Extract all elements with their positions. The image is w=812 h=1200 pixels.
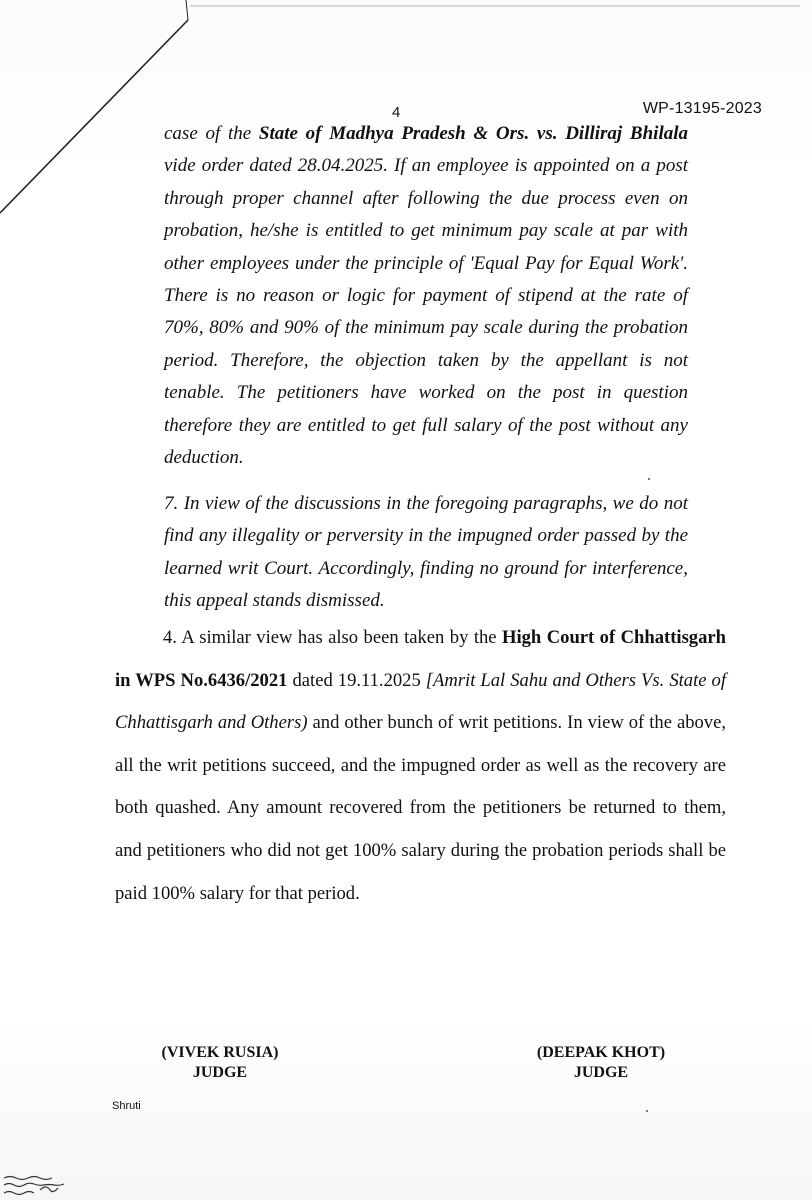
signature-block-left <box>150 1043 290 1083</box>
quote-text: 7. In view of the discussions in the foregoing paragraphs, we do not find any illegality or perversity in the impugned order passed by the learned writ Court. Accordingly, finding no ground for interference, this appeal stands dismissed. <box>164 493 688 612</box>
case-citation: State of Madhya Pradesh & Ors. vs. Dilliraj Bhilala <box>258 123 688 144</box>
judge-name: (VIVEK RUSIA) <box>161 1044 279 1061</box>
judge-title: JUDGE <box>573 1064 629 1081</box>
quote-text: vide order dated 28.04.2025. If an employee is appointed on a post through proper channel after following the due process even on probation, he/she is entitled to get minimum pay scale at par with other employees under the principle of 'Equal Pay for Equal Work'. There is no reason or logic for payment of stipend at the rate of 70%, 80% and 90% of the minimum pay scale during the probation period. Therefore, the objection taken by the appellant is not tenable. The petitioners have worked on the post in question therefore they are entitled to get full salary of the post without any deduction. <box>164 155 688 469</box>
case-number: WP-13195-2023 <box>642 100 762 117</box>
paragraph-4 <box>115 617 726 915</box>
judge-title: JUDGE <box>192 1064 248 1081</box>
scan-speck <box>648 478 650 480</box>
paragraph-text: and other bunch of writ petitions. In view of the above, all the writ petitions succeed, and the impugned order as well as the recovery are both quashed. Any amount recovered from the petitioners be returned to them, and petitioners who did not get 100% salary during the probation periods shall be paid 100% salary for that period. <box>115 712 726 904</box>
typist-initials: Shruti <box>112 1100 141 1112</box>
case-title: [Amrit Lal Sahu and Others Vs. State of Chhattisgarh and Others) <box>115 669 726 734</box>
paragraph-text: dated 19.11.2025 <box>287 669 426 691</box>
paragraph-text: 4. A similar view has also been taken by the <box>163 627 502 648</box>
signature-block-right <box>526 1043 676 1083</box>
court-citation: High Court of Chhattisgarh in WPS No.6436/2021 <box>115 627 726 691</box>
quoted-paragraph-2 <box>164 488 688 618</box>
quoted-paragraph-1 <box>164 118 688 474</box>
quote-text: case of the <box>164 123 259 144</box>
judge-name: (DEEPAK KHOT) <box>536 1044 666 1061</box>
digital-signature-stamp <box>0 1170 90 1200</box>
scan-speck <box>646 1110 648 1112</box>
page-number: 4 <box>392 104 401 121</box>
